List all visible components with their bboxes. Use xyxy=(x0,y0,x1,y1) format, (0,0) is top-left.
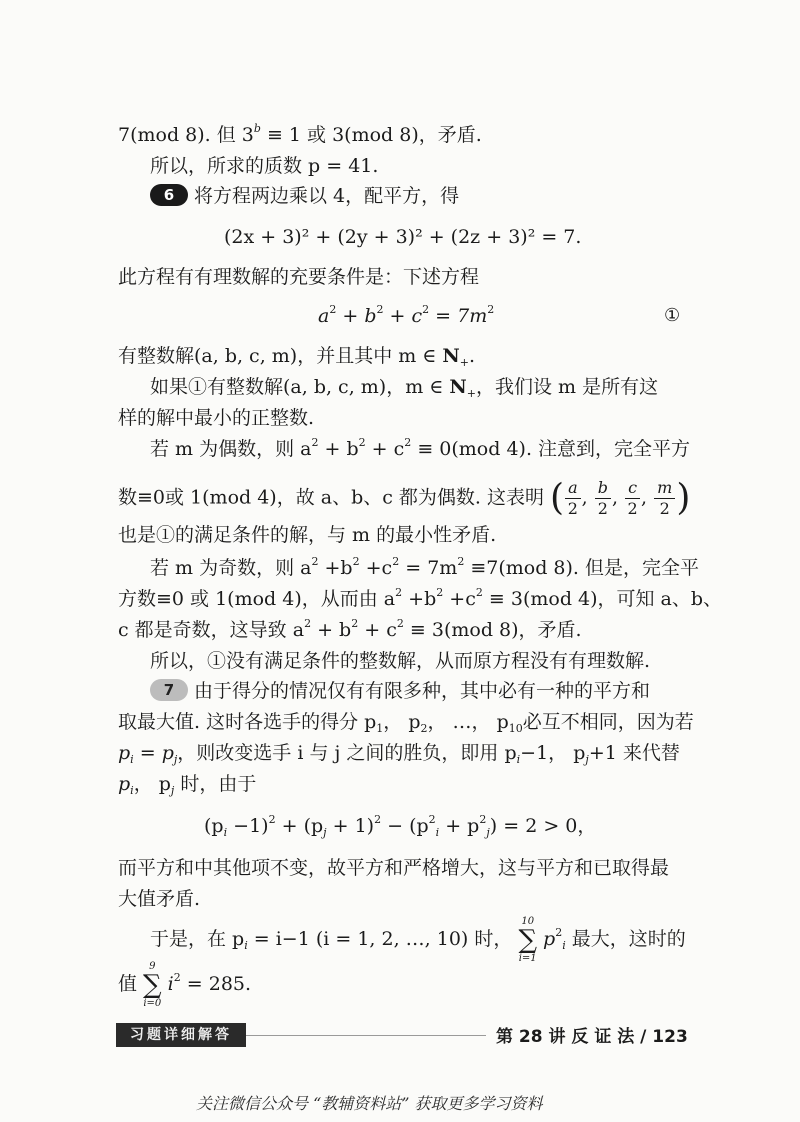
exp: 2 xyxy=(428,813,436,826)
numerator: c xyxy=(625,478,640,499)
numerator: m xyxy=(654,478,675,499)
text: ≡ 3(mod 8)，矛盾. xyxy=(403,619,582,641)
problem-number-badge: 6 xyxy=(150,184,188,206)
exp: 2 xyxy=(555,926,563,939)
text-line-18 xyxy=(118,771,256,797)
numerator: b xyxy=(595,478,611,499)
text: 数≡0或 1(mod 4)，故 a、b、c 都为偶数. 这表明 xyxy=(118,486,544,509)
text: . xyxy=(469,345,476,367)
text: ， p xyxy=(133,773,171,795)
var: + c xyxy=(383,305,423,327)
text: ≡ 0(mod 4). 注意到，完全平方 xyxy=(411,438,691,460)
subscript: i xyxy=(435,826,440,839)
subscript: i xyxy=(223,826,228,839)
exp: 2 xyxy=(374,813,382,826)
summation xyxy=(143,961,162,1009)
text: −1， p xyxy=(520,742,586,764)
exp: 2 xyxy=(173,971,181,984)
text: 若 m 为偶数，则 a xyxy=(150,438,312,460)
sum-upper: 10 xyxy=(521,916,535,927)
paren: ) xyxy=(676,477,691,519)
footer-divider xyxy=(246,1035,486,1036)
subscript: i xyxy=(562,939,566,952)
denominator: 2 xyxy=(627,499,638,518)
text-line-1 xyxy=(118,122,482,148)
text: 时，由于 xyxy=(174,773,257,795)
exp: 2 xyxy=(352,555,360,568)
equation-3 xyxy=(204,813,596,839)
var: = p xyxy=(133,742,174,764)
fraction xyxy=(625,478,640,519)
text: 于是，在 p xyxy=(150,928,245,950)
var: i xyxy=(161,973,174,995)
text-line-7: 样的解中最小的正整数. xyxy=(118,407,315,429)
text: c 都是奇数，这导致 a xyxy=(118,619,305,641)
text-line-4: 此方程有有理数解的充要条件是：下述方程 xyxy=(118,266,480,288)
subscript: i xyxy=(130,784,134,797)
exp: 2 xyxy=(311,555,319,568)
watermark: 关注微信公众号 “教辅资料站” 获取更多学习资料 xyxy=(196,1094,543,1113)
text-line-8 xyxy=(150,436,690,462)
denominator: 2 xyxy=(659,499,670,518)
text: 取最大值. 这时各选手的得分 p xyxy=(118,711,377,733)
exp: 2 xyxy=(376,303,384,316)
text-line-19: 而平方和中其他项不变，故平方和严格增大，这与平方和已取得最 xyxy=(118,857,670,879)
subscript: 2 xyxy=(420,722,428,735)
text-line-20: 大值矛盾. xyxy=(118,888,201,910)
text: − (p xyxy=(381,815,429,837)
sum-upper: 9 xyxy=(149,961,156,972)
text-line-11 xyxy=(150,555,699,581)
sum-lower: i=0 xyxy=(143,998,162,1009)
exp: 2 xyxy=(392,555,400,568)
exp: 2 xyxy=(404,436,412,449)
exp: 2 xyxy=(396,617,404,630)
text-line-9 xyxy=(118,478,690,519)
subscript: + xyxy=(459,356,470,369)
subscript: 10 xyxy=(508,722,523,735)
exp: 2 xyxy=(351,617,359,630)
text: −1) xyxy=(227,815,269,837)
exp: 2 xyxy=(395,586,403,599)
text: + (p xyxy=(275,815,324,837)
denominator: 2 xyxy=(567,499,578,518)
subscript: j xyxy=(323,826,327,839)
text: ， …， p xyxy=(427,711,509,733)
subscript: i xyxy=(516,753,521,766)
subscript: j xyxy=(585,753,589,766)
text: 如果①有整数解(a, b, c, m)，m ∈ xyxy=(150,376,450,398)
text-line-21 xyxy=(150,915,686,964)
exp: 2 xyxy=(475,586,483,599)
text-line-13 xyxy=(118,617,582,643)
denominator: 2 xyxy=(597,499,608,518)
var: p xyxy=(118,742,131,764)
exp: 2 xyxy=(268,813,276,826)
text-line-17 xyxy=(118,740,680,766)
subscript: + xyxy=(466,387,476,400)
text: 最大，这时的 xyxy=(565,928,686,950)
text: (p xyxy=(204,815,224,837)
text: 由于得分的情况仅有有限多种，其中必有一种的平方和 xyxy=(194,680,651,702)
text: ≡ 1 或 3(mod 8)，矛盾. xyxy=(260,124,482,146)
subscript: j xyxy=(170,784,175,797)
text: + b xyxy=(311,619,352,641)
exp: 2 xyxy=(329,303,337,316)
text: +b xyxy=(402,588,437,610)
text: + c xyxy=(358,619,397,641)
page-footer: 第 28 讲 反 证 法 / 123 xyxy=(496,1027,688,1047)
sum-lower: i=1 xyxy=(518,953,537,964)
exp: 2 xyxy=(487,303,495,316)
text-line-16 xyxy=(118,709,694,735)
text: +b xyxy=(318,557,353,579)
text: ) = 2 > 0， xyxy=(489,815,597,837)
text: 有整数解(a, b, c, m)，并且其中 m ∈ xyxy=(118,345,443,367)
var: = 7m xyxy=(429,305,488,327)
exp: 2 xyxy=(436,586,444,599)
comma: , xyxy=(611,486,619,509)
exp: 2 xyxy=(479,813,487,826)
exp: 2 xyxy=(311,436,319,449)
fraction xyxy=(565,478,581,519)
text: + p xyxy=(439,815,480,837)
text: + b xyxy=(318,438,359,460)
text-line-22 xyxy=(118,960,251,1009)
exp: 2 xyxy=(358,436,366,449)
section-tag: 习题详细解答 xyxy=(116,1023,246,1047)
paren: ( xyxy=(550,477,565,519)
equation-2 xyxy=(318,303,494,329)
text: ，我们设 m 是所有这 xyxy=(475,376,659,398)
text: +c xyxy=(359,557,393,579)
exp: 2 xyxy=(304,617,312,630)
text: +c xyxy=(443,588,476,610)
text-line-12 xyxy=(118,586,722,612)
text-line-6 xyxy=(150,374,658,400)
text: ，则改变选手 i 与 j 之间的胜负，即用 p xyxy=(177,742,517,764)
text: ， p xyxy=(383,711,421,733)
text-line-5 xyxy=(118,343,475,369)
naturals-symbol: N xyxy=(442,345,460,367)
exp: 2 xyxy=(457,555,465,568)
text: 将方程两边乘以 4，配平方，得 xyxy=(194,185,460,207)
superscript: b xyxy=(253,122,261,135)
var: p xyxy=(118,773,131,795)
text-line-10: 也是①的满足条件的解，与 m 的最小性矛盾. xyxy=(118,524,497,546)
text: 方数≡0 或 1(mod 4)，从而由 a xyxy=(118,588,396,610)
sigma-symbol: ∑ xyxy=(518,925,537,955)
text: 必互不相同，因为若 xyxy=(522,711,694,733)
text: 若 m 为奇数，则 a xyxy=(150,557,312,579)
var: p xyxy=(537,928,556,950)
naturals-symbol: N xyxy=(449,376,467,398)
subscript: 1 xyxy=(376,722,384,735)
problem-number-badge: 7 xyxy=(150,679,188,701)
var: a xyxy=(318,305,330,327)
text: + 1) xyxy=(326,815,375,837)
text-line-2: 所以，所求的质数 p = 41. xyxy=(150,155,379,177)
subscript: i xyxy=(244,939,248,952)
subscript: i xyxy=(130,753,134,766)
solution-6-intro xyxy=(150,183,459,209)
text: ≡ 3(mod 4)，可知 a、b、 xyxy=(482,588,723,610)
text: = 285. xyxy=(180,973,252,995)
text: = i−1 (i = 1, 2, …, 10) 时， xyxy=(247,928,513,950)
equation-1: (2x + 3)² + (2y + 3)² + (2z + 3)² = 7. xyxy=(224,226,582,248)
text-line-14: 所以，①没有满足条件的整数解，从而原方程没有有理数解. xyxy=(150,650,651,672)
text: +1 来代替 xyxy=(588,742,680,764)
subscript: j xyxy=(486,826,490,839)
text: + c xyxy=(365,438,405,460)
numerator: a xyxy=(565,478,581,499)
text: 7(mod 8). 但 3 xyxy=(118,124,254,146)
text: = 7m xyxy=(399,557,458,579)
exp: 2 xyxy=(422,303,430,316)
summation xyxy=(518,916,537,964)
solution-7-intro xyxy=(150,678,650,704)
fraction xyxy=(595,478,611,519)
var: + b xyxy=(336,305,377,327)
comma: , xyxy=(581,486,588,509)
text: 值 xyxy=(118,973,144,995)
equation-number: ① xyxy=(664,305,681,326)
comma: , xyxy=(641,486,648,509)
fraction xyxy=(654,478,675,519)
sigma-symbol: ∑ xyxy=(143,970,162,1000)
subscript: j xyxy=(173,753,178,766)
text: ≡7(mod 8). 但是，完全平 xyxy=(464,557,700,579)
